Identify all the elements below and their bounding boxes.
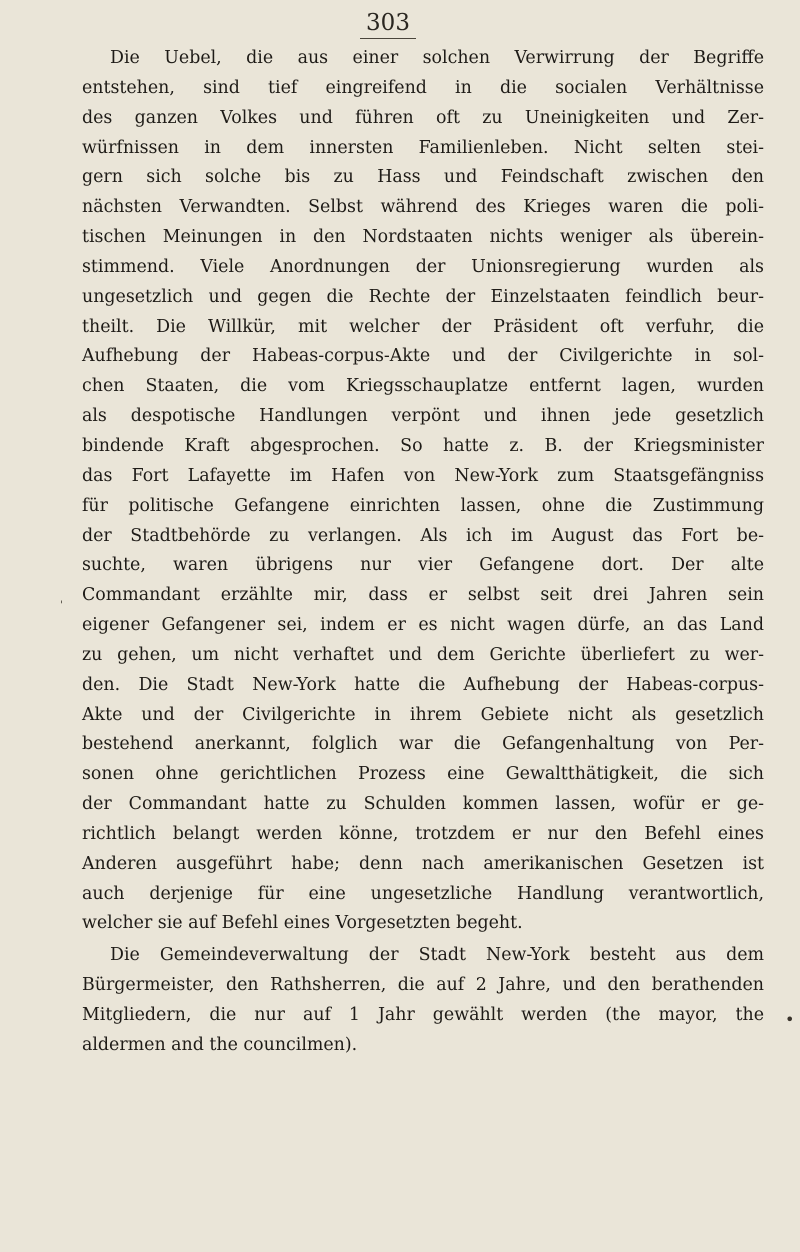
paragraph-2 (82, 941, 764, 1060)
text-line: entstehen, sind tief eingreifend in die socialen Verhältnisse (82, 77, 764, 98)
text-line: der Stadtbehörde zu verlangen. Als ich im August das Fort be- (82, 525, 764, 546)
text-line: nächsten Verwandten. Selbst während des Krieges waren die poli- (82, 197, 764, 218)
text-line: welcher sie auf Befehl eines Vorgesetzten begeht. (82, 913, 523, 934)
text-line: Aufhebung der Habeas-corpus-Akte und der Civilgerichte in sol- (82, 346, 764, 367)
text-line: den. Die Stadt New-York hatte die Aufhebung der Habeas-corpus- (82, 674, 764, 695)
paragraph-1 (82, 44, 764, 939)
text-line: das Fort Lafayette im Hafen von New-York zum Staatsgefängniss (82, 465, 764, 486)
text-line: der Commandant hatte zu Schulden kommen lassen, wofür er ge- (82, 794, 764, 815)
text-line: Anderen ausgeführt habe; denn nach amerikanischen Gesetzen ist (82, 853, 764, 874)
text-line: Commandant erzählte mir, dass er selbst seit drei Jahren sein (82, 585, 764, 606)
text-line: gern sich solche bis zu Hass und Feindschaft zwischen den (82, 167, 764, 188)
text-line: Mitgliedern, die nur auf 1 Jahr gewählt werden (the mayor, the (82, 1004, 764, 1025)
text-line: für politische Gefangene einrichten lassen, ohne die Zustimmung (82, 495, 764, 516)
text-line: Akte und der Civilgerichte in ihrem Gebiete nicht als gesetzlich (82, 704, 764, 725)
page-number: 303 (360, 8, 416, 39)
text-line: theilt. Die Willkür, mit welcher der Präsident oft verfuhr, die (82, 316, 764, 337)
text-line: bestehend anerkannt, folglich war die Gefangenhaltung von Per- (82, 734, 764, 755)
text-line: auch derjenige für eine ungesetzliche Handlung verantwortlich, (82, 883, 764, 904)
text-line: tischen Meinungen in den Nordstaaten nichts weniger als überein- (82, 227, 764, 248)
text-line: chen Staaten, die vom Kriegsschauplatze entfernt lagen, wurden (82, 376, 764, 397)
text-line: sonen ohne gerichtlichen Prozess eine Gewaltthätigkeit, die sich (82, 764, 764, 785)
margin-speck: ' (60, 600, 63, 611)
text-line: zu gehen, um nicht verhaftet und dem Gerichte überliefert zu wer- (82, 644, 764, 665)
text-line: würfnissen in dem innersten Familienleben. Nicht selten stei- (82, 137, 764, 158)
text-line: richtlich belangt werden könne, trotzdem er nur den Befehl eines (82, 823, 764, 844)
text-line: als despotische Handlungen verpönt und ihnen jede gesetzlich (82, 406, 764, 427)
text-line: eigener Gefangener sei, indem er es nicht wagen dürfe, an das Land (82, 615, 764, 636)
text-line: suchte, waren übrigens nur vier Gefangene dort. Der alte (82, 555, 764, 576)
text-line: Bürgermeister, den Rathsherren, die auf 2 Jahre, und den berathenden (82, 974, 764, 995)
text-line: ungesetzlich und gegen die Rechte der Einzelstaaten feindlich beur- (82, 286, 764, 307)
text-line: stimmend. Viele Anordnungen der Unionsregierung wurden als (82, 256, 764, 277)
text-line: Die Uebel, die aus einer solchen Verwirrung der Begriffe (110, 48, 764, 68)
text-line: des ganzen Volkes und führen oft zu Uneinigkeiten und Zer- (82, 107, 764, 128)
text-line: Die Gemeindeverwaltung der Stadt New-York besteht aus dem (110, 945, 764, 965)
text-line: aldermen and the councilmen). (82, 1034, 358, 1055)
text-line: bindende Kraft abgesprochen. So hatte z. B. der Kriegsminister (82, 435, 764, 456)
margin-dot: • (785, 1010, 795, 1029)
